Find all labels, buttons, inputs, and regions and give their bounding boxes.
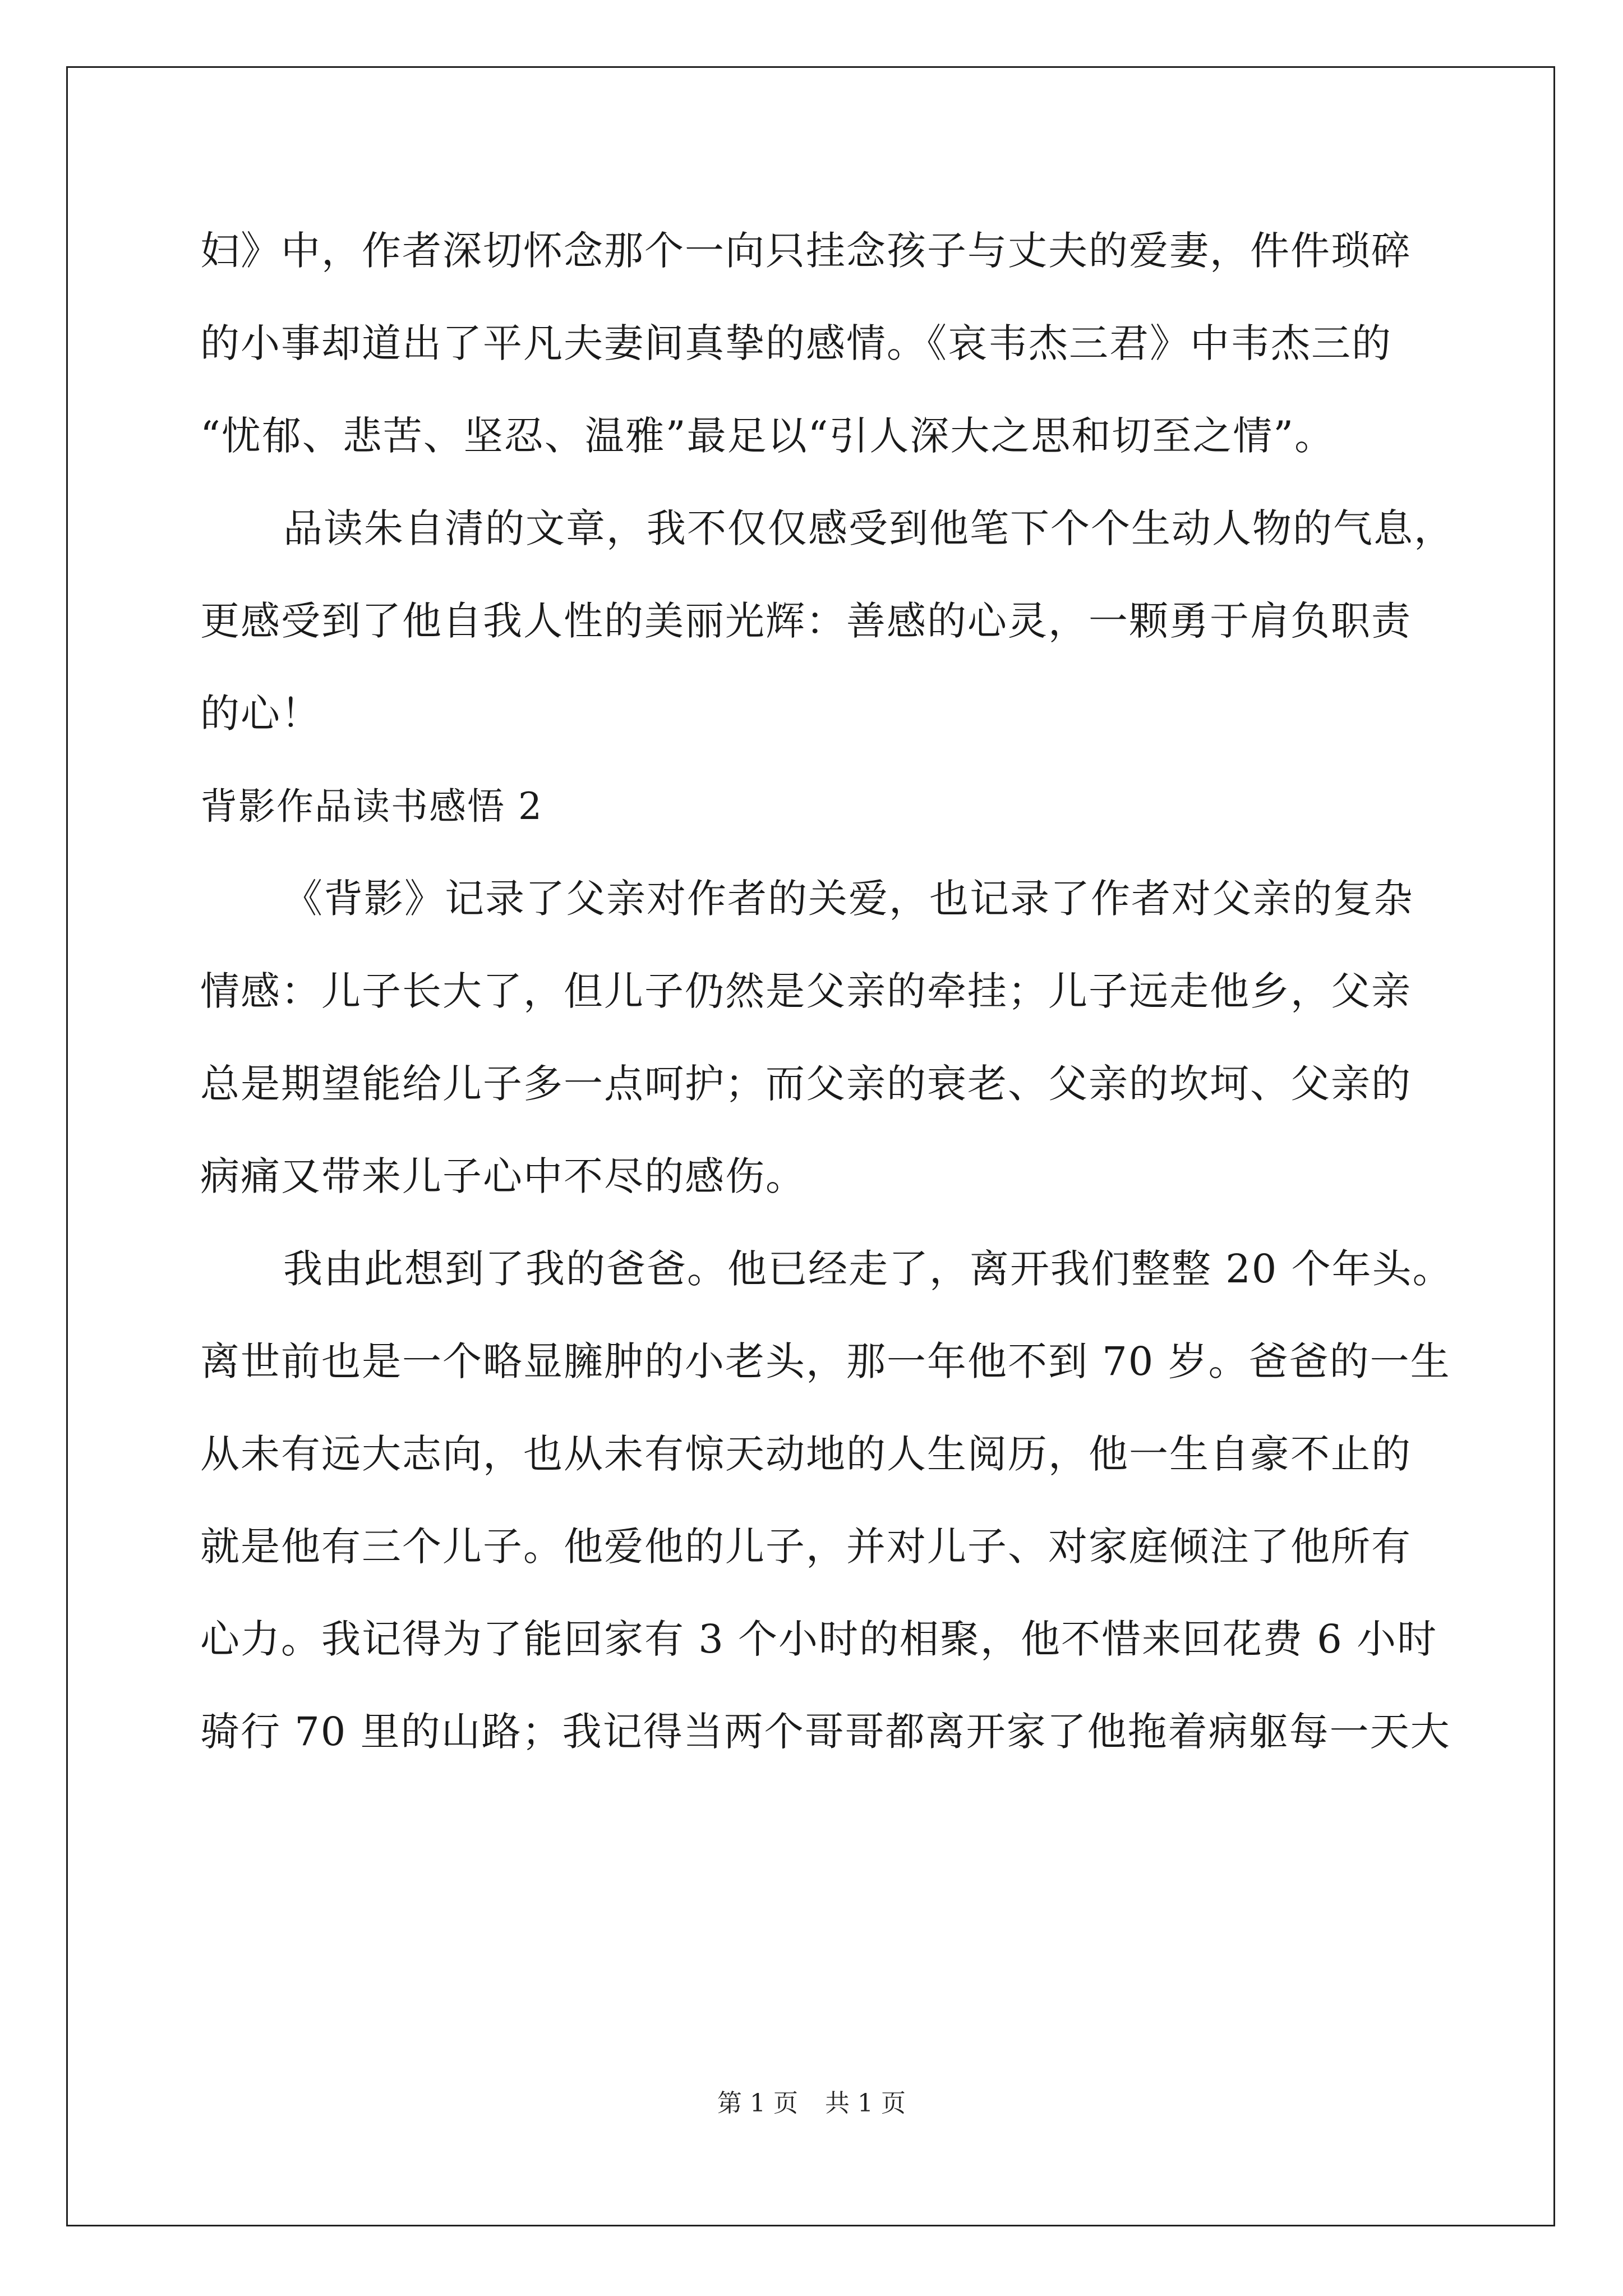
text-line: 的小事却道出了平凡夫妻间真挚的感情。《哀韦杰三君》中韦杰三的: [200, 320, 1392, 366]
page-total: 共 1 页: [825, 2089, 906, 2118]
document-body: [200, 205, 1454, 1778]
text-line: 品读朱自清的文章，我不仅仅感受到他笔下个个生动人物的气息，: [283, 505, 1454, 551]
section-heading: 背影作品读书感悟 2: [200, 785, 543, 828]
text-line: 情感：儿子长大了，但儿子仍然是父亲的牵挂；儿子远走他乡，父亲: [200, 968, 1412, 1014]
text-line: 离世前也是一个略显臃肿的小老头，那一年他不到 70 岁。爸爸的一生: [200, 1338, 1451, 1384]
page-number: 第 1 页: [717, 2089, 798, 2118]
text-line: 的心！: [200, 691, 321, 737]
text-line: 我由此想到了我的爸爸。他已经走了，离开我们整整 20 个年头。: [283, 1246, 1453, 1292]
text-line: 骑行 70 里的山路；我记得当两个哥哥都离开家了他拖着病躯每一天大: [200, 1709, 1451, 1755]
text-line: 更感受到了他自我人性的美丽光辉：善感的心灵，一颗勇于肩负职责: [200, 598, 1412, 644]
text-line: 妇》中，作者深切怀念那个一向只挂念孩子与丈夫的爱妻，件件琐碎: [200, 228, 1412, 274]
text-line: 总是期望能给儿子多一点呵护；而父亲的衰老、父亲的坎坷、父亲的: [200, 1061, 1412, 1107]
page-footer: [0, 2087, 1623, 2120]
text-line: 病痛又带来儿子心中不尽的感伤。: [200, 1153, 806, 1199]
text-line: 就是他有三个儿子。他爱他的儿子，并对儿子、对家庭倾注了他所有: [200, 1524, 1412, 1570]
text-line: 《背影》记录了父亲对作者的关爱，也记录了作者对父亲的复杂: [283, 876, 1414, 922]
text-line: 心力。我记得为了能回家有 3 个小时的相聚，他不惜来回花费 6 小时: [200, 1616, 1438, 1662]
text-line: “忧郁、悲苦、坚忍、温雅”最足以“引人深大之思和切至之情”。: [200, 413, 1335, 459]
text-line: 从未有远大志向，也从未有惊天动地的人生阅历，他一生自豪不止的: [200, 1431, 1412, 1477]
